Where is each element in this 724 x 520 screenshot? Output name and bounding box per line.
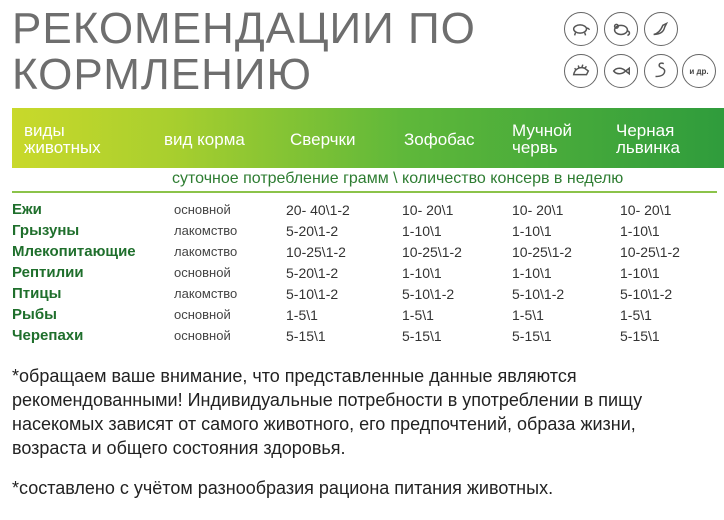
animal-name: Птицы — [12, 285, 62, 302]
value-crickets: 5-15\1 — [286, 328, 326, 344]
feed-type: основной — [174, 307, 231, 322]
page-title — [12, 6, 532, 98]
value-crickets: 5-20\1-2 — [286, 223, 339, 239]
feed-type: основной — [174, 202, 231, 217]
page-title-line-2: КОРМЛЕНИЮ — [12, 50, 312, 99]
value-crickets: 10-25\1-2 — [286, 244, 346, 260]
value-mealworm: 1-10\1 — [512, 223, 552, 239]
turtle-icon — [564, 12, 598, 46]
table-header — [12, 108, 724, 168]
value-zophobas: 1-10\1 — [402, 223, 442, 239]
header-animals-line-1: виды — [24, 121, 65, 140]
value-bsf: 5-15\1 — [620, 328, 660, 344]
value-crickets: 5-20\1-2 — [286, 265, 339, 281]
header-mealworm-line-1: Мучной — [512, 121, 573, 140]
table-row — [0, 327, 724, 349]
hedgehog-icon — [564, 54, 598, 88]
table-row — [0, 201, 724, 223]
snake-icon — [644, 54, 678, 88]
feed-type: основной — [174, 265, 231, 280]
table-row — [0, 306, 724, 328]
subheader-divider — [12, 191, 717, 193]
value-zophobas: 5-15\1 — [402, 328, 442, 344]
value-bsf: 5-10\1-2 — [620, 286, 673, 302]
etc-label: и др. — [689, 66, 709, 76]
etc-icon — [682, 54, 716, 88]
value-bsf: 1-10\1 — [620, 265, 660, 281]
value-bsf: 10-25\1-2 — [620, 244, 680, 260]
feed-type: основной — [174, 328, 231, 343]
value-zophobas: 10-25\1-2 — [402, 244, 462, 260]
feed-type: лакомство — [174, 286, 238, 301]
value-mealworm: 5-15\1 — [512, 328, 552, 344]
table-row — [0, 222, 724, 244]
header-feed-type: вид корма — [164, 130, 245, 149]
header-mealworm-line-2: червь — [512, 138, 558, 157]
rodent-icon — [604, 12, 638, 46]
value-bsf: 1-5\1 — [620, 307, 652, 323]
value-zophobas: 1-10\1 — [402, 265, 442, 281]
header-bsf-line-1: Черная — [616, 121, 675, 140]
value-crickets: 1-5\1 — [286, 307, 318, 323]
header-black-soldier-fly — [616, 122, 680, 156]
header-bsf-line-2: львинка — [616, 138, 680, 157]
animal-name: Черепахи — [12, 327, 84, 344]
animal-name: Млекопитающие — [12, 243, 136, 260]
header-crickets: Сверчки — [290, 130, 356, 149]
value-bsf: 1-10\1 — [620, 223, 660, 239]
value-zophobas: 10- 20\1 — [402, 202, 454, 218]
value-crickets: 5-10\1-2 — [286, 286, 339, 302]
table-row — [0, 285, 724, 307]
header-animals-line-2: животных — [24, 138, 101, 157]
table-row — [0, 264, 724, 286]
fish-icon — [604, 54, 638, 88]
value-mealworm: 1-10\1 — [512, 265, 552, 281]
page-title-line-1: РЕКОМЕНДАЦИИ ПО — [12, 4, 476, 53]
value-mealworm: 5-10\1-2 — [512, 286, 565, 302]
header-zophobas: Зофобас — [404, 130, 475, 149]
animal-name: Грызуны — [12, 222, 80, 239]
value-mealworm: 1-5\1 — [512, 307, 544, 323]
footnote-recommendation: *обращаем ваше внимание, что представленные данные являются рекомендованными! Индивидуальные потребности в употреблении в пищу насекомых зависят от самого животного, его предпочтений, образа жизни, возраста и общего состояния здоровья. — [12, 366, 643, 458]
bird-icon — [644, 12, 678, 46]
animal-name: Рыбы — [12, 306, 57, 323]
value-crickets: 20- 40\1-2 — [286, 202, 350, 218]
value-bsf: 10- 20\1 — [620, 202, 672, 218]
header-animals — [24, 122, 101, 156]
feed-type: лакомство — [174, 244, 238, 259]
value-mealworm: 10- 20\1 — [512, 202, 564, 218]
animal-name: Рептилии — [12, 264, 84, 281]
animal-icons — [556, 12, 716, 94]
consumption-subheader: суточное потребление грамм \ количество консерв в неделю — [172, 170, 624, 187]
feed-type: лакомство — [174, 223, 238, 238]
footnote-diversity: *составлено с учётом разнообразия рациона питания животных. — [12, 478, 554, 498]
animal-name: Ежи — [12, 201, 42, 218]
value-mealworm: 10-25\1-2 — [512, 244, 572, 260]
value-zophobas: 1-5\1 — [402, 307, 434, 323]
header-mealworm — [512, 122, 572, 156]
value-zophobas: 5-10\1-2 — [402, 286, 455, 302]
table-row — [0, 243, 724, 265]
